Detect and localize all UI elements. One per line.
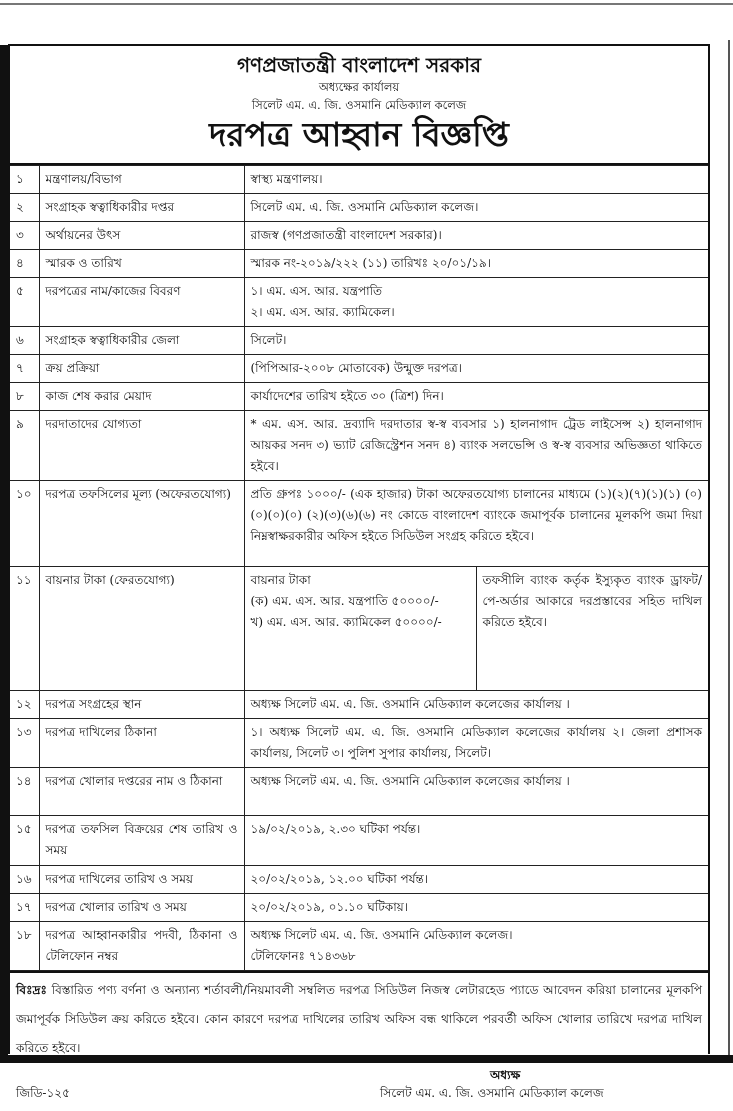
row-value <box>244 567 476 691</box>
row-value <box>244 481 708 567</box>
row-number: ৮ <box>10 383 39 411</box>
row-number: ১৫ <box>10 816 39 866</box>
row-value-line: রাজস্ব (গণপ্রজাতন্ত্রী বাংলাদেশ সরকার)। <box>250 228 442 242</box>
row-number: ১৬ <box>10 866 39 894</box>
note-label: বিঃদ্রঃ <box>16 983 47 997</box>
office-name: অধ্যক্ষের কার্যালয় <box>318 80 400 94</box>
row-number: ১২ <box>10 691 39 719</box>
row-label: বায়নার টাকা (ফেরতযোগ্য) <box>39 567 244 691</box>
row-value-line: খ) এম. এস. আর. ক্যামিকেল ৫০০০০/- <box>250 615 442 629</box>
row-value <box>244 894 708 922</box>
row-value-line: ২০/০২/২০১৯, ১২.০০ ঘটিকা পর্যন্ত। <box>250 872 429 886</box>
table-row <box>10 768 708 816</box>
table-row <box>10 355 708 383</box>
row-value <box>244 278 708 327</box>
tender-notice <box>8 44 710 1100</box>
row-label: দরপত্রের নাম/কাজের বিবরণ <box>39 278 244 327</box>
row-value-line: (ক) এম. এস. আর. যন্ত্রপাতি ৫০০০০/- <box>250 594 439 608</box>
row-value <box>244 816 708 866</box>
scan-edge-left <box>0 45 8 1063</box>
row-value-line: ১৯/০২/২০১৯, ২.৩০ ঘটিকা পর্যন্ত। <box>250 822 421 836</box>
note <box>10 971 708 1061</box>
row-number: ১৩ <box>10 719 39 768</box>
row-value <box>244 383 708 411</box>
row-value-line: * এম. এস. আর. দ্রব্যাদি দরদাতার স্ব-স্ব ব্যবসার ১) হালনাগাদ ট্রেড লাইসেন্স ২) হালনাগাদ আয়কর সনদ ৩) ভ্যাট রেজিস্ট্রেশন সনদ ৪) ব্যাংক সলভেন্সি ও স্ব-স্ব ব্যবসার অভিজ্ঞতা থাকিতে হইবে। <box>250 417 702 473</box>
row-value-line: ২। এম. এস. আর. ক্যামিকেল। <box>250 305 395 319</box>
row-number: ৪ <box>10 250 39 278</box>
row-label: দরপত্র খোলার তারিখ ও সময় <box>39 894 244 922</box>
row-value-line: ১। এম. এস. আর. যন্ত্রপাতি <box>250 284 383 298</box>
table-row <box>10 166 708 194</box>
institution-name: সিলেট এম. এ. জি. ওসমানি মেডিক্যাল কলেজ <box>251 98 467 112</box>
table-row <box>10 383 708 411</box>
row-number: ১৮ <box>10 922 39 971</box>
row-value <box>244 866 708 894</box>
row-value-line: অধ্যক্ষ সিলেট এম. এ. জি. ওসমানি মেডিক্যাল কলেজের কার্যালয় । <box>250 697 570 711</box>
scan-edge-right <box>728 40 730 1055</box>
row-label: দরপত্র খোলার দপ্তরের নাম ও ঠিকানা <box>39 768 244 816</box>
row-value <box>244 922 708 971</box>
row-number: ১০ <box>10 481 39 567</box>
row-label: দরপত্র দাখিলের ঠিকানা <box>39 719 244 768</box>
row-value-line: ১। অধ্যক্ষ সিলেট এম. এ. জি. ওসমানি মেডিক্যাল কলেজের কার্যালয় ২। জেলা প্রশাসক কার্যালয়, সিলেট ৩। পুলিশ সুপার কার্যালয়, সিলেট। <box>250 725 702 760</box>
row-value <box>244 411 708 481</box>
row-number: ১ <box>10 166 39 194</box>
row-label: স্মারক ও তারিখ <box>39 250 244 278</box>
notice-header <box>10 46 708 165</box>
table-row <box>10 194 708 222</box>
row-label: সংগ্রাহক স্বত্বাধিকারীর দপ্তর <box>39 194 244 222</box>
row-label: দরদাতাদের যোগ্যতা <box>39 411 244 481</box>
signatory-title: অধ্যক্ষ <box>490 1068 521 1082</box>
table-row <box>10 922 708 971</box>
row-label: দরপত্র আহ্বানকারীর পদবী, ঠিকানা ও টেলিফোন নম্বর <box>39 922 244 971</box>
row-label: মন্ত্রণালয়/বিভাগ <box>39 166 244 194</box>
row-value-line: অধ্যক্ষ সিলেট এম. এ. জি. ওসমানি মেডিক্যাল কলেজ। <box>250 928 513 942</box>
row-number: ৭ <box>10 355 39 383</box>
table-row <box>10 894 708 922</box>
row-value <box>244 166 708 194</box>
row-value <box>244 719 708 768</box>
row-value-line: টেলিফোনঃ ৭১৪৩৬৮ <box>250 949 356 963</box>
row-value <box>244 222 708 250</box>
note-text: বিস্তারিত পণ্য বর্ণনা ও অন্যান্য শর্তাবলী/নিয়মাবলী সম্বলিত দরপত্র সিডিউল নিজস্ব লেটারহেড প্যাডে আবেদন করিয়া চালানের মূলকপি জমাপূর্বক সিডিউল ক্রয় করিতে হইবে। কোন কারণে দরপত্র দাখিলের তারিখ অফিস বন্ধ থাকিলে পরবর্তী অফিস খোলার তারিখে দরপত্র দাখিল করিতে হইবে। <box>16 983 702 1055</box>
table-row <box>10 411 708 481</box>
row-label: অর্থায়নের উৎস <box>39 222 244 250</box>
table-row <box>10 816 708 866</box>
row-side-note: তফসীলি ব্যাংক কর্তৃক ইস্যুকৃত ব্যাংক ড্রাফট/পে-অর্ডার আকারে দরপ্রস্তাবের সহিত দাখিল করিতে হইবে। <box>476 567 708 691</box>
row-label: সংগ্রাহক স্বত্বাধিকারীর জেলা <box>39 327 244 355</box>
row-number: ১৪ <box>10 768 39 816</box>
notice-title: দরপত্র আহ্বান বিজ্ঞপ্তি <box>209 115 509 154</box>
row-value-line: (পিপিআর-২০০৮ মোতাবেক) উন্মুক্ত দরপত্র। <box>250 361 462 375</box>
gd-number: জিডি-১২৫ <box>16 1086 70 1100</box>
row-label: ক্রয় প্রক্রিয়া <box>39 355 244 383</box>
notice-footer <box>10 1061 708 1111</box>
table-row <box>10 278 708 327</box>
row-number: ২ <box>10 194 39 222</box>
table-row <box>10 222 708 250</box>
row-number: ৯ <box>10 411 39 481</box>
row-value-line: কার্যাদেশের তারিখ হইতে ৩০ (ত্রিশ) দিন। <box>250 389 444 403</box>
row-value-line: প্রতি গ্রুপঃ ১০০০/- (এক হাজার) টাকা অফেরতযোগ্য চালানের মাধ্যমে (১)(২)(৭)(১)(১) (০)(০)(০)(০) (২)(৩)(৬)(৬) নং কোডে বাংলাদেশ ব্যাংকে জমাপূর্বক চালানের মূলকপি জমা দিয়া নিম্নস্বাক্ষরকারীর অফিস হইতে সিডিউল সংগ্রহ করিতে হইবে। <box>250 487 702 543</box>
table-row <box>10 567 708 691</box>
row-label: দরপত্র তফসিলের মূল্য (অফেরতযোগ্য) <box>39 481 244 567</box>
row-label: কাজ শেষ করার মেয়াদ <box>39 383 244 411</box>
row-value-line: স্বাস্থ্য মন্ত্রণালয়। <box>250 172 323 186</box>
table-row <box>10 481 708 567</box>
government-name: গণপ্রজাতন্ত্রী বাংলাদেশ সরকার <box>237 53 481 77</box>
table-row <box>10 719 708 768</box>
row-value-line: বায়নার টাকা <box>250 573 311 587</box>
tender-details-table <box>10 165 708 971</box>
row-number: ৬ <box>10 327 39 355</box>
row-label: দরপত্র সংগ্রহের স্থান <box>39 691 244 719</box>
row-value-line: ২০/০২/২০১৯, ০১.১০ ঘটিকায়। <box>250 900 409 914</box>
scan-edge-top <box>0 3 733 5</box>
row-number: ১৭ <box>10 894 39 922</box>
row-value <box>244 194 708 222</box>
table-row <box>10 691 708 719</box>
row-label: দরপত্র দাখিলের তারিখ ও সময় <box>39 866 244 894</box>
row-value <box>244 768 708 816</box>
row-value-line: অধ্যক্ষ সিলেট এম. এ. জি. ওসমানি মেডিক্যাল কলেজের কার্যালয় । <box>250 774 570 788</box>
row-value <box>244 691 708 719</box>
table-row <box>10 327 708 355</box>
row-value <box>244 327 708 355</box>
row-value-line: স্মারক নং-২০১৯/২২২ (১১) তারিখঃ ২০/০১/১৯। <box>250 256 491 270</box>
row-number: ১১ <box>10 567 39 691</box>
row-label: দরপত্র তফসিল বিক্রয়ের শেষ তারিখ ও সময় <box>39 816 244 866</box>
row-value-line: সিলেট এম. এ. জি. ওসমানি মেডিক্যাল কলেজ। <box>250 200 479 214</box>
row-value <box>244 250 708 278</box>
table-row <box>10 250 708 278</box>
row-value-line: সিলেট। <box>250 333 287 347</box>
signatory-org: সিলেট এম. এ. জি. ওসমানি মেডিক্যাল কলেজ <box>380 1086 604 1100</box>
table-row <box>10 866 708 894</box>
row-number: ৩ <box>10 222 39 250</box>
row-value <box>244 355 708 383</box>
row-number: ৫ <box>10 278 39 327</box>
